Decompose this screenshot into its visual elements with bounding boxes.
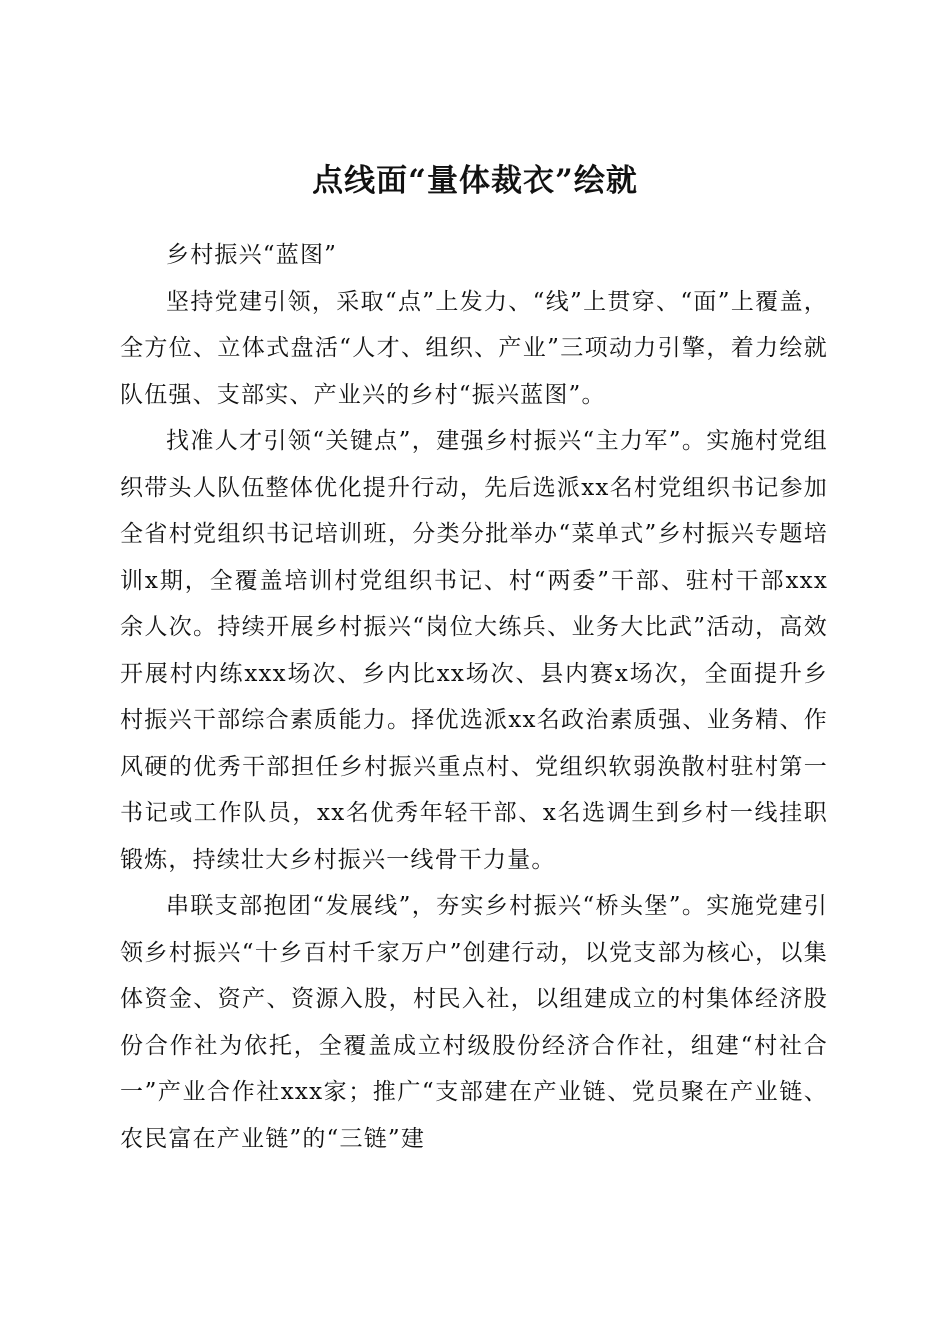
intro-paragraph: 坚持党建引领，采取“点”上发力、“线”上贯穿、“面”上覆盖，全方位、立体式盘活“人才、组织、产业”三项动力引擎，着力绘就队伍强、支部实、产业兴的乡村“振兴蓝图”。: [120, 288, 828, 408]
talent-paragraph: 找准人才引领“关键点”，建强乡村振兴“主力军”。实施村党组织带头人队伍整体优化提升行动，先后选派xx名村党组织书记参加全省村党组织书记培训班，分类分批举办“菜单式”乡村振兴专题培训x期，全覆盖培训村党组织书记、村“两委”干部、驻村干部xxx余人次。持续开展乡村振兴“岗位大练兵、业务大比武”活动，高效开展村内练xxx场次、乡内比xx场次、县内赛x场次，全面提升乡村振兴干部综合素质能力。择优选派xx名政治素质强、业务精、作风硬的优秀干部担任乡村振兴重点村、党组织软弱涣散村驻村第一书记或工作队员，xx名优秀年轻干部、x名选调生到乡村一线挂职锻炼，持续壮大乡村振兴一线骨干力量。: [120, 428, 828, 873]
subtitle-paragraph: 乡村振兴“蓝图”: [166, 242, 338, 268]
branch-paragraph: 串联支部抱团“发展线”，夯实乡村振兴“桥头堡”。实施党建引领乡村振兴“十乡百村千家万户”创建行动，以党支部为核心，以集体资金、资产、资源入股，村民入社，以组建成立的村集体经济股份合作社为依托，全覆盖成立村级股份经济合作社，组建“村社合一”产业合作社xxx家；推广“支部建在产业链、党员聚在产业链、农民富在产业链”的“三链”建: [120, 893, 828, 1152]
document-title: 点线面“量体裁衣”绘就: [312, 162, 638, 199]
document-body: [120, 232, 828, 1162]
